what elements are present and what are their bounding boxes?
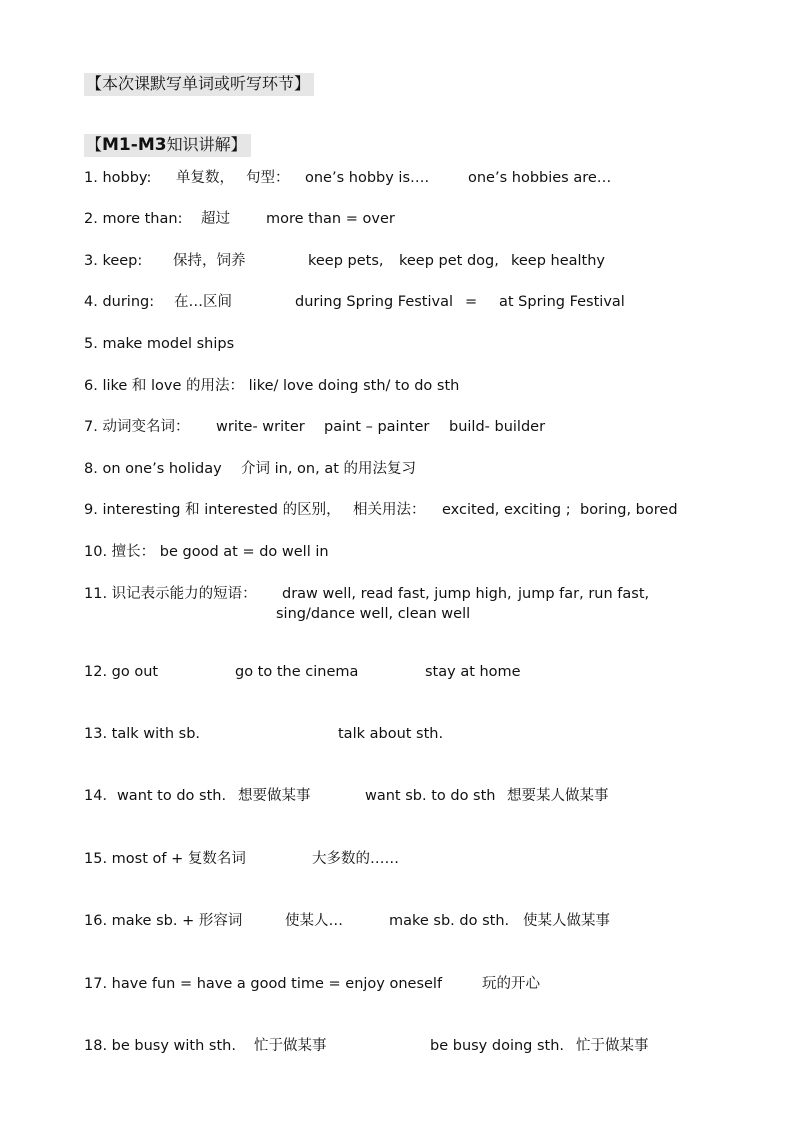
item-18-meaning-2: 忙于做某事	[576, 1038, 649, 1054]
item-11-term: 11. 识记表示能力的短语：	[84, 586, 257, 602]
item-8-term: 8. on one’s holiday	[84, 461, 222, 477]
item-11-continuation: sing/dance well, clean well	[276, 606, 471, 622]
item-2-equivalent: more than = over	[266, 211, 395, 227]
item-3-example-3: keep healthy	[511, 253, 606, 269]
item-1-pattern-b: one’s hobbies are…	[468, 170, 612, 186]
item-18-phrase-2: be busy doing sth.	[430, 1038, 565, 1054]
item-1-term: 1. hobby:	[84, 170, 152, 186]
item-11-phrases-a: draw well, read fast, jump high,	[282, 586, 512, 602]
item-16-phrase-2: make sb. do sth.	[389, 913, 510, 929]
item-4-meaning: 在…区间	[174, 294, 232, 310]
item-18-meaning-1: 忙于做某事	[254, 1038, 327, 1054]
item-4-phrase-a: during Spring Festival	[295, 294, 454, 310]
item-14-phrase-1: 14．want to do sth.	[84, 788, 227, 804]
item-7-term: 7. 动词变名词：	[84, 419, 190, 435]
item-18-phrase-1: 18. be busy with sth.	[84, 1038, 236, 1054]
section-header-dictation-text: 【本次课默写单词或听写环节】	[86, 74, 311, 93]
item-16-meaning-2: 使某人做某事	[523, 913, 610, 929]
header-bracket: 【	[86, 135, 103, 154]
item-6-text: 6. like 和 love 的用法： like/ love doing sth/ to do sth	[84, 378, 460, 394]
item-17-phrase: 17. have fun = have a good time = enjoy oneself	[84, 976, 443, 992]
item-13-phrase-2: talk about sth.	[338, 726, 444, 742]
item-7-example-3: build- builder	[449, 419, 546, 435]
item-8-note: 介词 in, on, at 的用法复习	[241, 461, 417, 477]
item-2-term: 2. more than:	[84, 211, 183, 227]
item-9-term: 9. interesting 和 interested 的区别，	[84, 502, 341, 518]
section-header-dictation	[84, 73, 314, 96]
item-2-meaning: 超过	[201, 211, 230, 227]
item-12-phrase-3: stay at home	[425, 664, 521, 680]
item-15-meaning: 大多数的……	[312, 851, 399, 867]
header-module-range: M1-M3	[102, 135, 167, 155]
item-9-usage-b: boring, bored	[580, 502, 678, 518]
item-1-pattern-a: one’s hobby is….	[305, 170, 430, 186]
item-3-example-1: keep pets,	[308, 253, 384, 269]
item-12-phrase-1: 12. go out	[84, 664, 159, 680]
item-3-meaning: 保持，饲养	[173, 253, 246, 269]
header-title: 知识讲解】	[166, 135, 247, 154]
item-1-meaning: 单复数，	[176, 170, 234, 186]
item-14-phrase-2: want sb. to do sth	[365, 788, 496, 804]
item-13-phrase-1: 13. talk with sb.	[84, 726, 201, 742]
item-16-phrase-1: 16. make sb. + 形容词	[84, 913, 243, 929]
item-14-meaning-1: 想要做某事	[238, 788, 311, 804]
item-7-example-1: write- writer	[216, 419, 305, 435]
item-10-text: 10. 擅长： be good at = do well in	[84, 544, 329, 560]
item-9-usage-label: 相关用法：	[353, 502, 426, 518]
item-7-example-2: paint – painter	[324, 419, 430, 435]
item-4-phrase-b: at Spring Festival	[499, 294, 625, 310]
item-14-meaning-2: 想要某人做某事	[507, 788, 609, 804]
item-4-term: 4. during:	[84, 294, 155, 310]
item-15-phrase: 15. most of + 复数名词	[84, 851, 246, 867]
section-header-m1-m3	[84, 134, 251, 157]
item-4-equals: =	[465, 294, 478, 310]
item-16-meaning-1: 使某人…	[285, 913, 343, 929]
item-5-term: 5. make model ships	[84, 336, 235, 352]
item-12-phrase-2: go to the cinema	[235, 664, 359, 680]
item-3-example-2: keep pet dog,	[399, 253, 499, 269]
item-1-pattern-label: 句型：	[246, 170, 290, 186]
item-3-term: 3. keep:	[84, 253, 143, 269]
item-9-usage-a: excited, exciting ;	[442, 502, 571, 518]
item-17-meaning: 玩的开心	[482, 976, 540, 992]
item-11-phrases-b: jump far, run fast,	[518, 586, 650, 602]
